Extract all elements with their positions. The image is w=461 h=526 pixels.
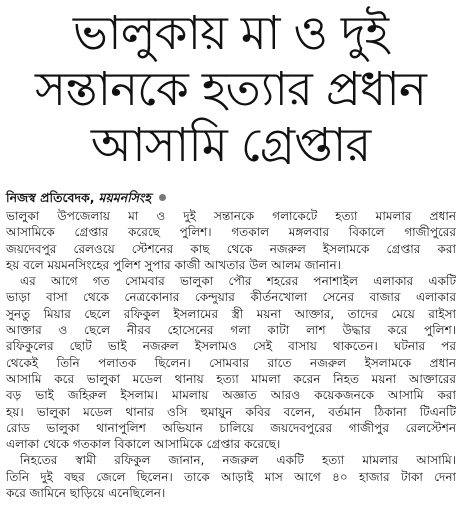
byline-reporter: নিজস্ব প্রতিবেদক, xyxy=(6,190,95,205)
body-line: আসামি করে ভালুকা মডেল থানায় হত্যা মামলা করেন নিহত ময়না আক্তারের xyxy=(6,371,456,386)
body-line: তিনি দুই বছর জেলে ছিলেন। তাকে আড়াই মাস আগে ৪০ হাজার টাকা দেনা xyxy=(6,469,456,484)
body-line: আসামিকে গ্রেপ্তার করেছে পুলিশ। গতকাল মঙ্গলবার বিকালে গাজীপুরের xyxy=(6,225,456,240)
body-line: সুনতু মিয়ার ছেলে রফিকুল ইসলামের স্ত্রী ময়না আক্তার, তাদের মেয়ে রাইসা xyxy=(6,306,456,321)
body-line: রফিকুলের ছোট ভাই নজরুল ইসলামও সেই বাসায় থাকতেন। ঘটনার পর xyxy=(6,339,456,354)
headline-line: আসামি গ্রেপ্তার xyxy=(90,118,371,173)
bullet-dot-icon xyxy=(159,194,166,201)
byline-place: ময়মনসিংহ xyxy=(98,190,151,205)
body-line: রোড ভালুকা থানাপুলিশ অভিযান চালিয়ে জয়দেবপুরের গাজীপুর রেলস্টেশন xyxy=(6,420,456,435)
body-line: বড় ভাই জহিরুল ইসলাম। মামলায় অজ্ঞাত আরও কয়েকজনকে আসামি করা xyxy=(6,388,456,403)
body-line: হয় বলে ময়মনসিংহের পুলিশ সুপার কাজী আখতার উল আলম জানান। xyxy=(6,257,341,272)
body-line: এলাকা থেকে গতকাল বিকালে আসামিকে গ্রেপ্তার করেছে। xyxy=(6,437,281,452)
headline-line: সন্তানকে হত্যার প্রধান xyxy=(35,62,426,117)
headline xyxy=(0,6,461,174)
body-line: হয়। ভালুকা মডেল থানার ওসি হুমায়ুন কবির বলেন, বর্তমান ঠিকানা টিএনটি xyxy=(6,404,456,419)
body-line: ভালুকা উপজেলায় মা ও দুই সন্তানকে গলাকেটে হত্যা মামলার প্রধান xyxy=(6,209,456,223)
body-line: থেকেই তিনি পলাতক ছিলেন। সোমবার রাতে নজরুল ইসলামকে প্রধান xyxy=(6,355,456,370)
body-line: এর আগে গত সোমবার ভালুকা পৌর শহরের পনাশাইল এলাকার একটি xyxy=(20,274,456,289)
headline-line: ভালুকায় মা ও দুই xyxy=(72,6,389,61)
body-line: আক্তার ও ছেলে নীরব হোসেনের গলা কাটা লাশ উদ্ধার করে পুলিশ। xyxy=(6,323,456,338)
body-line: জয়দেবপুর রেলওয়ে স্টেশনের কাছ থেকে নজরুল ইসলামকে গ্রেপ্তার করা xyxy=(6,241,456,256)
body-line: নিহতের স্বামী রফিকুল জানান, নজরুল একটি হত্যা মামলার আসামি। xyxy=(20,453,456,468)
body-line: ভাড়া বাসা থেকে নেত্রকোনার কেন্দুয়ার কীর্তনখোলা সেনের বাজার এলাকার xyxy=(6,290,456,305)
article-body xyxy=(6,208,456,501)
body-line: করে জামিনে ছাড়িয়ে এনেছিলেন। xyxy=(6,486,166,501)
byline xyxy=(6,190,166,206)
